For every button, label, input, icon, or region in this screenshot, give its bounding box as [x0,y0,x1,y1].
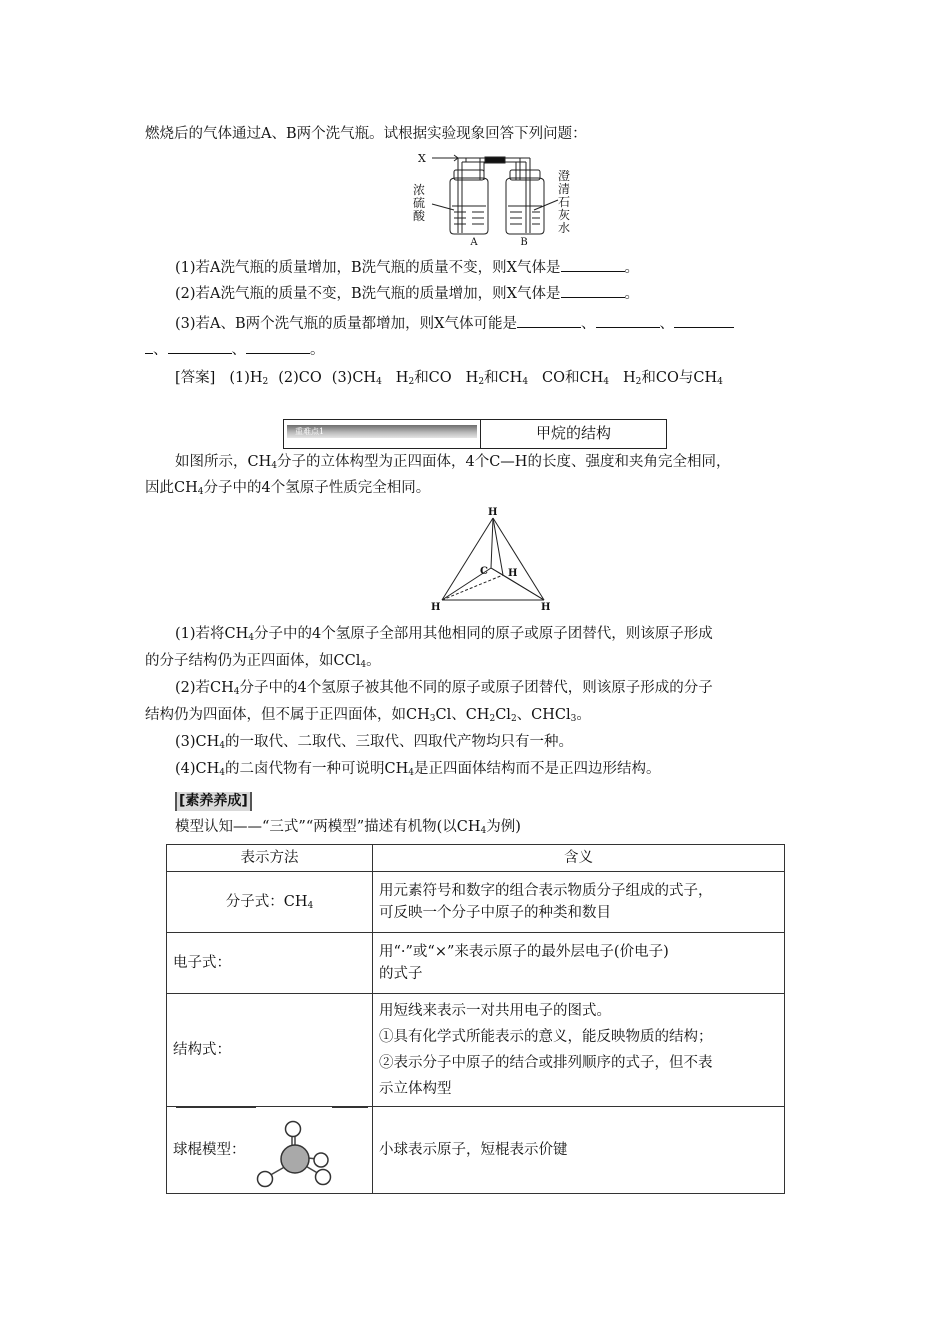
hydrogen-ball [316,1170,331,1185]
structural-formula-cell: 结构式： [167,994,373,1107]
limewater-label: 澄清石灰水 [558,169,571,235]
literacy-heading: 模型认知——“三式”“两模型”描述有机物(以$CH_4$为例) [175,819,521,836]
answer-line: [答案] $(1)H_2$ (2)CO $(3)CH_4$ $H_2$和CO $H_2$和$CH_4$ CO和$CH_4$ $H_2$和CO与$CH_4$ [175,370,723,387]
h-back: H [508,568,518,579]
molecular-formula-cell: 分子式：$CH_4$ [167,872,373,933]
representation-table [166,844,785,1194]
hydrogen-ball [258,1172,273,1187]
question-2: (2)若A洗气瓶的质量不变，B洗气瓶的质量增加，则X气体是 。 [175,286,639,302]
para1-line2: 因此$CH_4$分子中的4个氢原子性质完全相同。 [145,480,431,497]
hydrogen-ball [314,1153,328,1167]
answer-blank [561,259,625,272]
table-header-method: 表示方法 [167,845,373,872]
table-row [167,1107,785,1194]
answer-blank [145,341,153,354]
carbon-ball [281,1145,309,1173]
electron-formula-cell: 电子式： [167,933,373,994]
question-1: (1)若A洗气瓶的质量增加，B洗气瓶的质量不变，则X气体是 。 [175,260,639,276]
hydrogen-ball [286,1122,301,1137]
question-3-cont: 、 、 。 [145,340,325,360]
electron-formula-meaning: 用“·”或“×”来表示原子的最外层电子(价电子) 的式子 [373,933,785,994]
x-label: X [418,152,426,165]
intro-text: 燃烧后的气体通过A、B两个洗气瓶。试根据实验现象回答下列问题： [145,126,587,142]
ball-stick-label: 球棍模型： [173,1142,246,1158]
c-center: C [480,566,488,577]
literacy-badge: [素养养成] [175,792,252,811]
section-tag: 重难点1 [287,425,477,438]
h-top: H [488,507,498,518]
section-header [283,419,667,449]
methane-tetrahedron [428,502,558,614]
table-row [167,994,785,1107]
h-right: H [541,602,551,613]
answer-blank [596,315,660,328]
bottle-a-label: A [470,237,478,248]
molecular-formula-meaning: 用元素符号和数字的组合表示物质分子组成的式子， 可反映一个分子中原子的种类和数目 [373,872,785,933]
answer-blank [561,285,625,298]
wash-bottle-apparatus [410,148,580,248]
table-header-meaning: 含义 [373,845,785,872]
point-1-line2: 的分子结构仍为正四面体，如CCl$_4$。 [145,653,381,670]
bottle-b-label: B [520,237,528,248]
ball-stick-cell [167,1107,373,1194]
point-2-line1: (2)若$CH_4$分子中的4个氢原子被其他不同的原子或原子团替代，则该原子形成的分子 [175,680,713,697]
table-header-row [167,845,785,872]
ball-stick-model-icon [251,1119,341,1191]
para1-line1: 如图所示，$CH_4$分子的立体构型为正四面体，4个C—H的长度、强度和夹角完全相同， [175,454,731,471]
point-3: $(3)CH_4$的一取代、二取代、三取代、四取代产物均只有一种。 [175,734,574,751]
divider [176,1107,256,1108]
table-row [167,872,785,933]
structural-formula-meaning: 用短线来表示一对共用电子的图式。 ①具有化学式所能表示的意义，能反映物质的结构； ②表示分子中原子的结合或排列顺序的式子，但不表 示立体构型 [373,994,785,1107]
answer-blank [517,315,581,328]
answer-blank [246,341,310,354]
section-title: 甲烷的结构 [535,424,611,442]
h-left: H [431,602,441,613]
divider [332,1107,368,1108]
table-row [167,933,785,994]
point-1-line1: (1)若将$CH_4$分子中的4个氢原子全部用其他相同的原子或原子团替代，则该原子形成 [175,626,713,643]
ball-stick-meaning: 小球表示原子，短棍表示价键 [373,1107,785,1194]
point-4: $(4)CH_4$的二卤代物有一种可说明$CH_4$是正四面体结构而不是正四边形结构。 [175,761,661,778]
point-2-line2: 结构仍为四面体，但不属于正四面体，如$CH_3Cl$、$CH_2Cl_2$、CHCl$_3$。 [145,707,591,724]
answer-blank [674,315,734,328]
question-3: (3)若A、B两个洗气瓶的质量都增加，则X气体可能是 、 、 [175,314,734,334]
conc-sulfuric-acid-label: 浓硫酸 [413,183,426,223]
answer-blank [168,341,232,354]
